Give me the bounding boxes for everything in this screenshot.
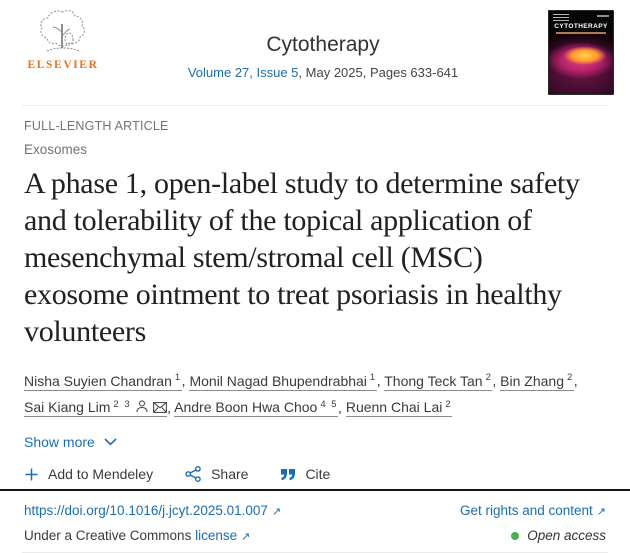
- license-row: [0, 528, 630, 543]
- author-affiliation-sup: 2: [566, 372, 574, 383]
- author-affiliation-sup: 2: [485, 372, 493, 383]
- author-link[interactable]: Monil Nagad Bhupendrabhai $^1$: [189, 372, 377, 389]
- author-affiliation-sup: 2 3: [113, 398, 132, 410]
- issue-link[interactable]: Volume 27, Issue 5: [187, 65, 299, 80]
- share-icon: [185, 466, 202, 482]
- author-affiliation-sup: 4 5: [320, 398, 339, 410]
- external-link-icon: ↗: [271, 506, 282, 519]
- author-link[interactable]: Bin Zhang $^2$: [500, 372, 574, 389]
- author-affiliation-sup: 2: [445, 398, 453, 410]
- cover-isct-logo: [553, 14, 569, 21]
- chevron-down-icon: [104, 438, 117, 446]
- cite-quote-icon: [280, 467, 296, 481]
- masthead: [0, 0, 630, 105]
- journal-header: [116, 8, 530, 80]
- envelope-icon[interactable]: [153, 402, 167, 413]
- header-divider: [22, 105, 608, 106]
- rights-and-content-link[interactable]: Get rights and content ↗: [459, 503, 606, 519]
- elsevier-logo[interactable]: [24, 8, 102, 71]
- open-access-badge: Open access: [511, 528, 606, 543]
- article-title: A phase 1, open-label study to determine safety and tolerability of the topical application of mesenchymal stem/stromal cell (MSC) exosome ointment to treat psoriasis in healthy volunteers: [24, 167, 580, 348]
- footer-divider-dark: [0, 489, 630, 491]
- journal-title[interactable]: Cytotherapy: [266, 33, 380, 56]
- article-section-label: Exosomes: [24, 142, 88, 157]
- doi-row: [0, 503, 630, 518]
- author-link[interactable]: Andre Boon Hwa Choo $^{4 5}$: [174, 398, 339, 416]
- cover-issue-mark: [597, 15, 609, 17]
- cover-title: CYTOTHERAPY: [554, 23, 608, 30]
- license-text: Under a Creative Commons license ↗: [24, 528, 251, 544]
- cover-microscopy-image: [549, 34, 613, 94]
- action-toolbar: [24, 466, 606, 482]
- author-affiliation-sup: 1: [174, 372, 182, 383]
- issue-rest: , May 2025, Pages 633-641: [298, 65, 459, 80]
- author-link[interactable]: Sai Kiang Lim $^{2 3}$: [24, 399, 167, 417]
- plus-icon: [24, 467, 39, 482]
- external-link-icon: ↗: [241, 531, 251, 544]
- license-link[interactable]: license ↗: [195, 528, 251, 544]
- journal-cover-thumbnail[interactable]: [548, 10, 614, 95]
- elsevier-wordmark: ELSEVIER: [27, 59, 99, 71]
- article-type-label: FULL-LENGTH ARTICLE: [24, 119, 169, 133]
- author-link[interactable]: Thong Teck Tan $^2$: [384, 372, 493, 389]
- author-link[interactable]: Nisha Suyien Chandran $^1$: [24, 372, 182, 389]
- author-affiliation-sup: 1: [369, 372, 377, 383]
- cite-button[interactable]: Cite: [280, 466, 330, 482]
- issue-line: [116, 65, 530, 80]
- person-icon: [136, 400, 148, 413]
- add-to-mendeley-button[interactable]: Add to Mendeley: [24, 466, 153, 482]
- doi-link[interactable]: https://doi.org/10.1016/j.jcyt.2025.01.007 ↗: [24, 503, 282, 519]
- author-list: Nisha Suyien Chandran $^1$, Monil Nagad Bhupendrabhai $^1$, Thong Teck Tan $^2$, Bin Zhang $^2$, Sai Kiang Lim $^{2 3}$ , Andre Boon Hwa Choo $^{4 5}$, Ruenn Chai Lai $^2$: [24, 372, 578, 416]
- open-access-dot-icon: [511, 532, 519, 540]
- article-header: [0, 119, 630, 482]
- show-more-button[interactable]: Show more: [24, 434, 117, 450]
- author-link[interactable]: Ruenn Chai Lai $^2$: [345, 398, 453, 416]
- share-button[interactable]: Share: [185, 466, 248, 482]
- external-link-icon: ↗: [596, 506, 606, 519]
- elsevier-tree-icon: [35, 8, 91, 58]
